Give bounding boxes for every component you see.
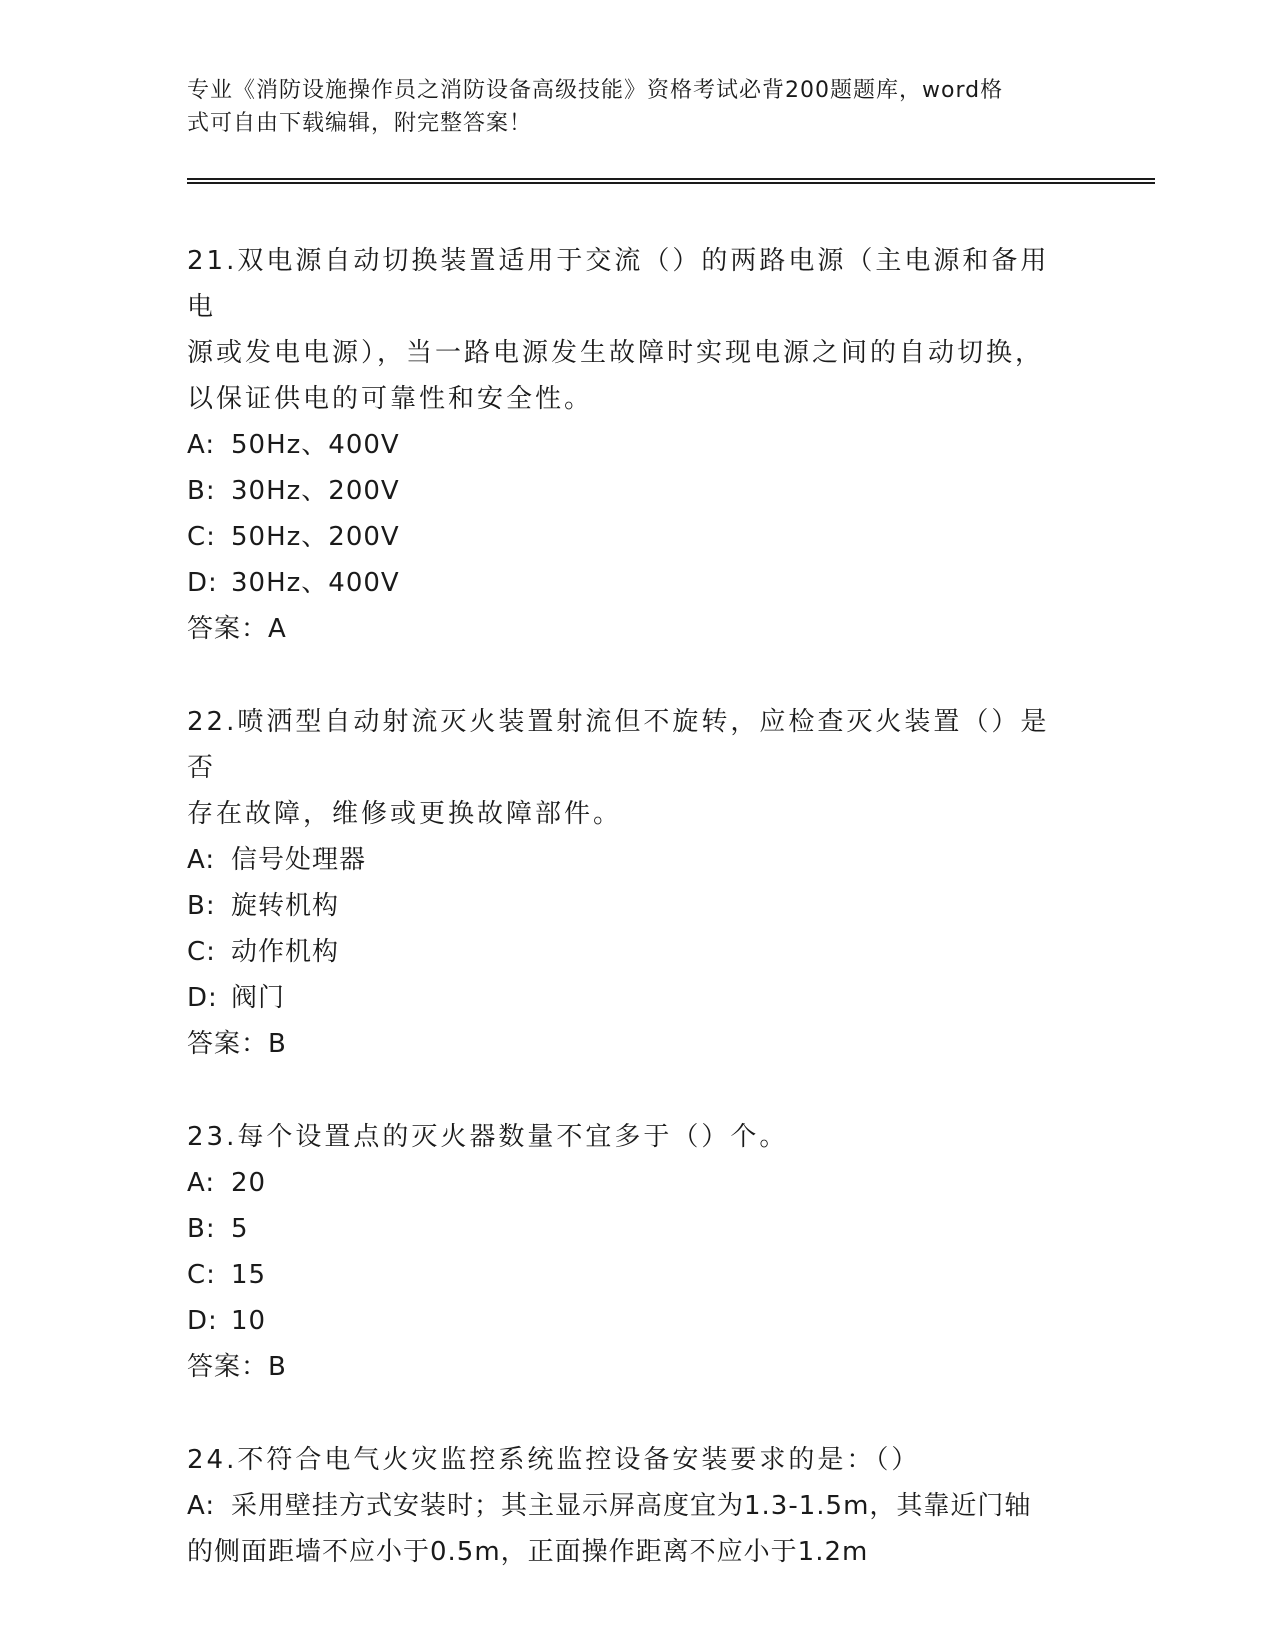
option-text: 50Hz、400V: [231, 430, 400, 460]
option-text: 30Hz、400V: [231, 568, 400, 598]
option-a: [187, 837, 1077, 883]
question-21: [187, 238, 1077, 652]
option-letter: D:: [187, 1306, 218, 1336]
question-24: [187, 1437, 1077, 1575]
question-stem-line: 存在故障，维修或更换故障部件。: [187, 799, 623, 829]
answer-line: 答案：B: [187, 1029, 287, 1059]
question-stem-line: 22.喷洒型自动射流灭火装置射流但不旋转，应检查灭火装置（）是否: [187, 707, 1050, 783]
option-text: 采用壁挂方式安装时；其主显示屏高度宜为1.3-1.5m，其靠近门轴: [231, 1491, 1032, 1521]
option-text: 旋转机构: [231, 891, 340, 921]
option-letter: B:: [187, 1214, 216, 1244]
question-stem: [187, 699, 1077, 837]
option-d: [187, 560, 1077, 606]
document-header: [187, 74, 1067, 140]
header-line-1: 专业《消防设施操作员之消防设备高级技能》资格考试必背200题题库，word格: [187, 78, 1004, 103]
question-list: [187, 238, 1077, 1622]
question-stem-line: 24.不符合电气火灾监控系统监控设备安装要求的是：（）: [187, 1445, 921, 1475]
option-text: 阀门: [231, 983, 286, 1013]
header-line-2: 式可自由下载编辑，附完整答案！: [187, 111, 533, 136]
option-a: [187, 422, 1077, 468]
answer-line: 答案：B: [187, 1352, 287, 1382]
option-text: 50Hz、200V: [231, 522, 400, 552]
option-a: [187, 1160, 1077, 1206]
question-stem-line: 21.双电源自动切换装置适用于交流（）的两路电源（主电源和备用电: [187, 246, 1050, 322]
option-letter: C:: [187, 522, 216, 552]
option-b: [187, 468, 1077, 514]
question-22: [187, 699, 1077, 1067]
question-stem: [187, 1437, 1077, 1483]
option-b: [187, 1206, 1077, 1252]
option-letter: A:: [187, 1168, 216, 1198]
option-b: [187, 883, 1077, 929]
option-letter: D:: [187, 568, 218, 598]
option-text: 5: [231, 1214, 249, 1244]
question-stem: [187, 1114, 1077, 1160]
question-stem: [187, 238, 1077, 422]
option-text: 10: [231, 1306, 267, 1336]
option-letter: A:: [187, 845, 216, 875]
option-text: 20: [231, 1168, 267, 1198]
option-c: [187, 514, 1077, 560]
option-text: 15: [231, 1260, 267, 1290]
option-letter: C:: [187, 937, 216, 967]
option-a-continuation: 的侧面距墙不应小于0.5m，正面操作距离不应小于1.2m: [187, 1537, 869, 1567]
option-text: 信号处理器: [231, 845, 367, 875]
option-letter: A:: [187, 1491, 216, 1521]
option-letter: A:: [187, 430, 216, 460]
option-a: [187, 1483, 1077, 1529]
option-letter: B:: [187, 891, 216, 921]
option-d: [187, 975, 1077, 1021]
option-d: [187, 1298, 1077, 1344]
answer-line: 答案：A: [187, 614, 287, 644]
question-stem-line: 23.每个设置点的灭火器数量不宜多于（）个。: [187, 1122, 789, 1152]
question-stem-line: 源或发电电源），当一路电源发生故障时实现电源之间的自动切换，: [187, 338, 1045, 368]
option-letter: B:: [187, 476, 216, 506]
option-c: [187, 929, 1077, 975]
option-c: [187, 1252, 1077, 1298]
header-divider: [187, 178, 1155, 184]
option-letter: C:: [187, 1260, 216, 1290]
option-text: 30Hz、200V: [231, 476, 400, 506]
question-23: [187, 1114, 1077, 1390]
option-letter: D:: [187, 983, 218, 1013]
option-text: 动作机构: [231, 937, 340, 967]
question-stem-line: 以保证供电的可靠性和安全性。: [187, 384, 594, 414]
